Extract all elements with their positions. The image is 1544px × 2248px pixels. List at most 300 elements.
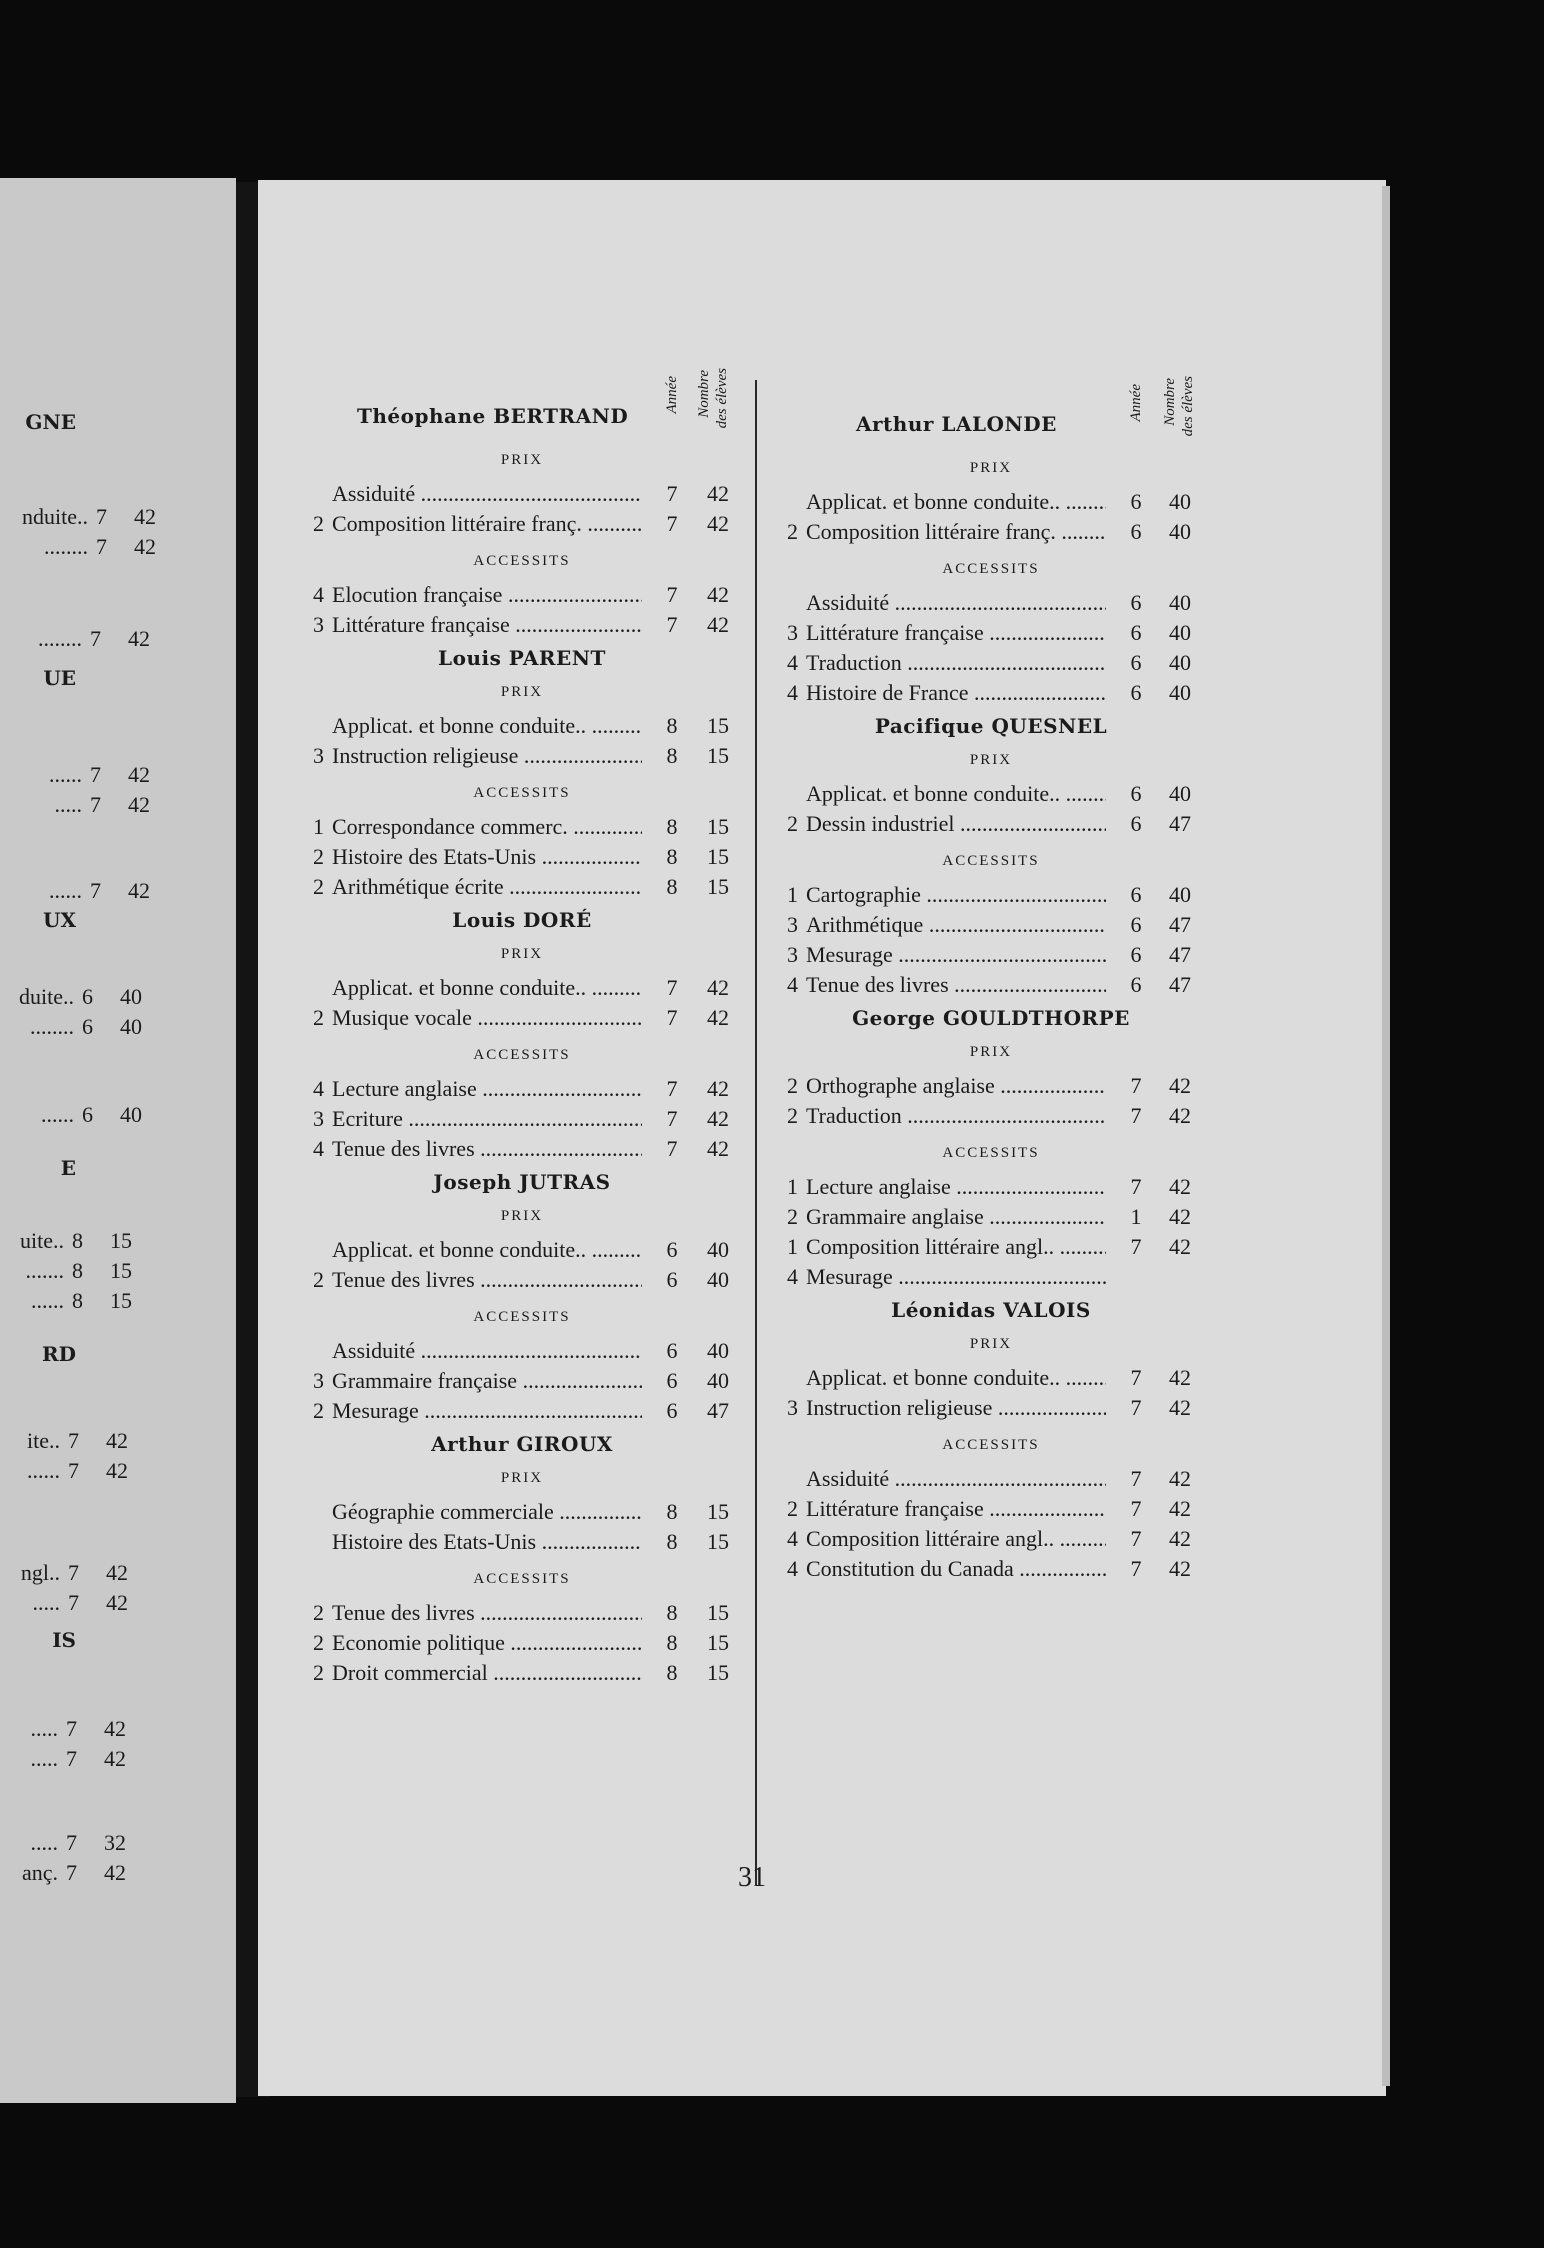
left-page-count: 15 (110, 1288, 132, 1313)
section-title: ACCESSITS (942, 561, 1040, 577)
award-count: 40 (707, 1267, 729, 1292)
award-count: 42 (1169, 1234, 1191, 1259)
award-row (776, 487, 1206, 517)
award-subject: Grammaire anglaise ..... (806, 1202, 1106, 1232)
left-page-count: 15 (110, 1228, 132, 1253)
section-title: ACCESSITS (473, 1309, 571, 1325)
award-row (302, 1628, 742, 1658)
left-page-year: 7 (68, 1590, 79, 1615)
section-title: PRIX (500, 946, 544, 962)
award-row (302, 1235, 742, 1265)
left-page-count: 42 (128, 626, 150, 651)
award-subject: Histoire de France ..... (806, 678, 1106, 708)
award-row (302, 1104, 742, 1134)
award-subject: Cartographie ..... (806, 880, 1106, 910)
year-column-label: Année (664, 376, 680, 414)
left-page-count: 42 (106, 1428, 128, 1453)
student-name: Louis DORÉ (452, 908, 592, 932)
award-row (302, 479, 742, 509)
award-rank: 3 (787, 912, 798, 937)
award-subject: Traduction ..... (806, 648, 1106, 678)
award-rank: 1 (787, 1174, 798, 1199)
award-rank: 2 (787, 1103, 798, 1128)
left-page-count: 42 (128, 762, 150, 787)
column-right (776, 376, 1206, 1584)
left-page-text: duite.. (19, 984, 74, 1009)
award-subject: Instruction religieuse ..... (806, 1393, 1106, 1423)
award-count: 47 (1169, 972, 1191, 997)
award-row (776, 678, 1206, 708)
award-count: 15 (707, 743, 729, 768)
award-count: 42 (1169, 1466, 1191, 1491)
award-year: 7 (1130, 1526, 1142, 1551)
award-subject: Applicat. et bonne conduite.. ..... (806, 1363, 1106, 1393)
award-row (776, 910, 1206, 940)
award-year: 6 (1130, 781, 1142, 806)
left-page-text: ite.. (27, 1428, 60, 1453)
award-row (776, 648, 1206, 678)
award-year: 6 (1130, 519, 1142, 544)
award-subject: Littérature française ..... (332, 610, 642, 640)
award-subject: Mesurage ..... (332, 1396, 642, 1426)
left-page-text: ..... (30, 1830, 58, 1855)
award-row (776, 517, 1206, 547)
left-page-year: 6 (82, 984, 93, 1009)
column-left (302, 368, 742, 1688)
award-year: 6 (666, 1267, 678, 1292)
award-year: 7 (1130, 1496, 1142, 1521)
award-year: 6 (1130, 811, 1142, 836)
award-subject: Géographie commerciale ..... (332, 1497, 642, 1527)
award-row (302, 1598, 742, 1628)
award-rank: 2 (313, 844, 324, 869)
award-row (776, 880, 1206, 910)
left-page-text: ........ (44, 534, 88, 559)
award-count: 42 (707, 975, 729, 1000)
section-title: PRIX (969, 752, 1013, 768)
award-year: 8 (666, 1529, 678, 1554)
award-rank: 2 (313, 1660, 324, 1685)
award-subject: Lecture anglaise ..... (332, 1074, 642, 1104)
award-row (302, 1396, 742, 1426)
award-subject: Mesurage ..... (806, 1262, 1106, 1292)
award-row (776, 1524, 1206, 1554)
award-year: 6 (1130, 590, 1142, 615)
count-column-label: des élèves (714, 368, 730, 429)
award-subject: Traduction ..... (806, 1101, 1106, 1131)
award-year: 8 (666, 743, 678, 768)
section-title: PRIX (500, 452, 544, 468)
award-count: 42 (1169, 1365, 1191, 1390)
section-title: PRIX (969, 460, 1013, 476)
award-year: 7 (1130, 1174, 1142, 1199)
left-page-text: ...... (31, 1288, 64, 1313)
award-count: 15 (707, 1630, 729, 1655)
award-rank: 3 (787, 620, 798, 645)
award-rank: 4 (787, 972, 798, 997)
award-subject: Littérature française ..... (806, 1494, 1106, 1524)
left-page-fragment (0, 178, 236, 2103)
award-subject: Correspondance commerc. ..... (332, 812, 642, 842)
award-row (776, 1101, 1206, 1131)
award-row (302, 872, 742, 902)
award-row (776, 779, 1206, 809)
left-page-heading: UE (43, 666, 76, 690)
section-title: ACCESSITS (473, 553, 571, 569)
award-count: 15 (707, 1660, 729, 1685)
award-row (776, 970, 1206, 1000)
award-rank: 4 (787, 650, 798, 675)
left-page-year: 7 (90, 792, 101, 817)
left-page-count: 32 (104, 1830, 126, 1855)
award-count: 15 (707, 1499, 729, 1524)
left-page-text: ....... (25, 1258, 64, 1283)
left-page-heading: UX (43, 908, 76, 932)
left-page-text: ........ (30, 1014, 74, 1039)
award-row (302, 610, 742, 640)
award-subject: Dessin industriel ..... (806, 809, 1106, 839)
award-count: 47 (1169, 942, 1191, 967)
award-count: 42 (707, 511, 729, 536)
left-page-count: 40 (120, 984, 142, 1009)
column-rule (755, 380, 757, 1885)
award-year: 7 (666, 1106, 678, 1131)
left-page-year: 8 (72, 1258, 83, 1283)
section-title: PRIX (500, 684, 544, 700)
award-count: 42 (1169, 1556, 1191, 1581)
section-title: PRIX (500, 1470, 544, 1486)
student-name: George GOULDTHORPE (852, 1006, 1130, 1030)
award-year: 7 (666, 481, 678, 506)
award-count: 42 (707, 612, 729, 637)
award-row (776, 1494, 1206, 1524)
award-subject: Ecriture ..... (332, 1104, 642, 1134)
left-page-year: 7 (68, 1458, 79, 1483)
student-name: Arthur GIROUX (431, 1432, 613, 1456)
award-rank: 4 (787, 1264, 798, 1289)
left-page-heading: E (60, 1156, 76, 1180)
award-subject: Composition littéraire franç. ..... (332, 509, 642, 539)
left-page-count: 42 (104, 1860, 126, 1885)
award-subject: Arithmétique ..... (806, 910, 1106, 940)
section-title: ACCESSITS (473, 1047, 571, 1063)
award-count: 42 (1169, 1526, 1191, 1551)
left-page-count: 42 (134, 504, 156, 529)
award-row (776, 1232, 1206, 1262)
award-row (776, 1071, 1206, 1101)
left-page-text: ...... (41, 1102, 74, 1127)
award-year: 8 (666, 1600, 678, 1625)
award-row (776, 618, 1206, 648)
count-column-label: Nombre (696, 370, 712, 418)
award-rank: 4 (313, 1076, 324, 1101)
left-page-text: ..... (30, 1746, 58, 1771)
award-year: 7 (666, 1076, 678, 1101)
award-year: 7 (1130, 1466, 1142, 1491)
student-name: Louis PARENT (438, 646, 606, 670)
award-subject: Droit commercial ..... (332, 1658, 642, 1688)
award-year: 6 (666, 1398, 678, 1423)
left-page-text: ...... (49, 878, 82, 903)
award-year: 6 (1130, 942, 1142, 967)
section-title: PRIX (969, 1336, 1013, 1352)
left-page-count: 42 (104, 1746, 126, 1771)
award-row (302, 1074, 742, 1104)
left-page-year: 7 (96, 534, 107, 559)
award-rank: 3 (313, 743, 324, 768)
award-subject: Tenue des livres ..... (332, 1265, 642, 1295)
award-subject: Grammaire française ..... (332, 1366, 642, 1396)
award-count: 42 (1169, 1395, 1191, 1420)
left-page-count: 42 (128, 792, 150, 817)
award-count: 40 (1169, 680, 1191, 705)
left-page-year: 7 (66, 1860, 77, 1885)
award-year: 8 (666, 814, 678, 839)
award-row (302, 1658, 742, 1688)
award-year: 8 (666, 1660, 678, 1685)
award-count: 47 (707, 1398, 729, 1423)
award-subject: Musique vocale ..... (332, 1003, 642, 1033)
award-row (302, 580, 742, 610)
award-subject: Arithmétique écrite ..... (332, 872, 642, 902)
left-page-text: ..... (30, 1716, 58, 1741)
left-page-year: 7 (90, 626, 101, 651)
left-page-year: 6 (82, 1102, 93, 1127)
left-page-year: 7 (66, 1716, 77, 1741)
left-page-text: anç. (21, 1860, 58, 1885)
award-year: 6 (666, 1368, 678, 1393)
award-subject: Lecture anglaise ..... (806, 1172, 1106, 1202)
award-year: 6 (1130, 620, 1142, 645)
award-count: 40 (707, 1237, 729, 1262)
left-page-count: 42 (104, 1716, 126, 1741)
award-rank: 1 (787, 882, 798, 907)
award-year: 6 (1130, 680, 1142, 705)
award-count: 47 (1169, 912, 1191, 937)
award-row (302, 1134, 742, 1164)
award-count: 40 (707, 1338, 729, 1363)
award-count: 40 (707, 1368, 729, 1393)
left-page-count: 42 (106, 1458, 128, 1483)
award-rank: 4 (787, 1556, 798, 1581)
award-rank: 2 (313, 511, 324, 536)
section-title: ACCESSITS (473, 785, 571, 801)
award-subject: Elocution française ..... (332, 580, 642, 610)
award-year: 7 (1130, 1556, 1142, 1581)
column-header (302, 368, 742, 456)
left-page-year: 7 (68, 1428, 79, 1453)
award-count: 42 (707, 1076, 729, 1101)
award-rank: 2 (787, 1204, 798, 1229)
student-name: Pacifique QUESNEL (874, 714, 1108, 738)
count-column-label: des élèves (1180, 376, 1196, 437)
award-rank: 2 (787, 1496, 798, 1521)
award-year: 6 (1130, 912, 1142, 937)
award-year: 7 (666, 1005, 678, 1030)
award-rank: 3 (313, 612, 324, 637)
award-subject: Assiduité ..... (806, 1464, 1106, 1494)
award-rank: 4 (787, 680, 798, 705)
award-subject: Tenue des livres ..... (332, 1598, 642, 1628)
award-subject: Applicat. et bonne conduite.. ..... (332, 711, 642, 741)
award-row (776, 1363, 1206, 1393)
award-count: 42 (1169, 1496, 1191, 1521)
section-title: ACCESSITS (942, 1437, 1040, 1453)
student-name: Théophane BERTRAND (357, 404, 629, 428)
award-rank: 3 (787, 942, 798, 967)
award-year: 6 (1130, 650, 1142, 675)
award-rank: 2 (313, 1600, 324, 1625)
award-year: 7 (1130, 1365, 1142, 1390)
award-year: 7 (1130, 1103, 1142, 1128)
award-year: 1 (1130, 1204, 1142, 1229)
award-subject: Tenue des livres ..... (806, 970, 1106, 1000)
award-count: 42 (707, 1136, 729, 1161)
award-year: 8 (666, 713, 678, 738)
left-page-heading: GNE (25, 410, 76, 434)
award-rank: 4 (313, 1136, 324, 1161)
award-rank: 3 (787, 1395, 798, 1420)
left-page-text: nduite.. (22, 504, 88, 529)
award-subject: Applicat. et bonne conduite.. ..... (806, 487, 1106, 517)
award-count: 15 (707, 1600, 729, 1625)
award-subject: Instruction religieuse ..... (332, 741, 642, 771)
column-header (776, 376, 1206, 464)
award-subject: Applicat. et bonne conduite.. ..... (332, 1235, 642, 1265)
award-row (302, 1527, 742, 1557)
section-title: ACCESSITS (942, 1145, 1040, 1161)
left-page-text: ..... (32, 1590, 60, 1615)
award-year: 7 (666, 975, 678, 1000)
award-row (302, 1497, 742, 1527)
award-row (776, 1554, 1206, 1584)
award-row (302, 509, 742, 539)
left-page-year: 8 (72, 1288, 83, 1313)
left-page-year: 7 (90, 878, 101, 903)
award-count: 15 (707, 844, 729, 869)
left-page-count: 42 (134, 534, 156, 559)
award-row (776, 588, 1206, 618)
award-count: 15 (707, 814, 729, 839)
award-rank: 2 (787, 519, 798, 544)
award-subject: Economie politique ..... (332, 1628, 642, 1658)
award-count: 15 (707, 713, 729, 738)
award-count: 40 (1169, 882, 1191, 907)
award-row (776, 1202, 1206, 1232)
award-rank: 2 (787, 811, 798, 836)
left-page-text: ngl.. (20, 1560, 60, 1585)
award-year: 6 (666, 1338, 678, 1363)
award-count: 40 (1169, 781, 1191, 806)
award-year: 6 (1130, 882, 1142, 907)
left-page-year: 6 (82, 1014, 93, 1039)
award-row (302, 1003, 742, 1033)
left-page-count: 42 (106, 1590, 128, 1615)
award-year: 7 (666, 511, 678, 536)
award-rank: 2 (313, 1630, 324, 1655)
left-page-year: 7 (66, 1746, 77, 1771)
award-subject: Constitution du Canada ..... (806, 1554, 1106, 1584)
award-row (302, 842, 742, 872)
page-edge (1382, 186, 1390, 2086)
left-page-year: 7 (90, 762, 101, 787)
award-rank: 1 (787, 1234, 798, 1259)
award-subject: Composition littéraire angl.. ..... (806, 1232, 1106, 1262)
award-year: 6 (666, 1237, 678, 1262)
year-column-label: Année (1128, 384, 1144, 422)
left-page-year: 7 (66, 1830, 77, 1855)
award-rank: 3 (313, 1368, 324, 1393)
award-count: 42 (707, 1005, 729, 1030)
award-subject: Assiduité ..... (806, 588, 1106, 618)
award-row (302, 741, 742, 771)
page-number: 31 (738, 1862, 766, 1893)
award-subject: Histoire des Etats-Unis ..... (332, 1527, 642, 1557)
award-year: 7 (666, 582, 678, 607)
award-count: 42 (707, 481, 729, 506)
section-title: PRIX (500, 1208, 544, 1224)
award-row (776, 940, 1206, 970)
award-year: 8 (666, 1630, 678, 1655)
award-count: 40 (1169, 590, 1191, 615)
award-count: 40 (1169, 620, 1191, 645)
left-page-year: 7 (68, 1560, 79, 1585)
left-page-text: uite.. (20, 1228, 64, 1253)
award-subject: Composition littéraire angl.. ..... (806, 1524, 1106, 1554)
award-count: 40 (1169, 519, 1191, 544)
award-count: 47 (1169, 811, 1191, 836)
award-rank: 3 (313, 1106, 324, 1131)
award-rank: 1 (313, 814, 324, 839)
left-page-heading: IS (52, 1628, 76, 1652)
award-count: 15 (707, 1529, 729, 1554)
award-subject: Mesurage ..... (806, 940, 1106, 970)
award-row (302, 1336, 742, 1366)
award-count: 42 (1169, 1103, 1191, 1128)
award-count: 42 (1169, 1174, 1191, 1199)
award-year: 8 (666, 844, 678, 869)
award-count: 42 (707, 1106, 729, 1131)
award-count: 40 (1169, 650, 1191, 675)
award-rank: 2 (313, 874, 324, 899)
award-row (776, 1464, 1206, 1494)
award-year: 6 (1130, 972, 1142, 997)
count-column-label: Nombre (1162, 378, 1178, 426)
left-page-year: 8 (72, 1228, 83, 1253)
award-subject: Tenue des livres ..... (332, 1134, 642, 1164)
award-subject: Assiduité ..... (332, 1336, 642, 1366)
left-page-count: 40 (120, 1014, 142, 1039)
left-page-count: 15 (110, 1258, 132, 1283)
award-row (302, 973, 742, 1003)
award-row (776, 1262, 1206, 1292)
left-page-heading: RD (42, 1342, 76, 1366)
left-page-text: ...... (49, 762, 82, 787)
left-page-count: 42 (106, 1560, 128, 1585)
award-row (776, 809, 1206, 839)
award-year: 8 (666, 1499, 678, 1524)
award-count: 40 (1169, 489, 1191, 514)
award-year: 7 (666, 1136, 678, 1161)
award-rank: 4 (787, 1526, 798, 1551)
award-subject: Applicat. et bonne conduite.. ..... (332, 973, 642, 1003)
award-row (776, 1172, 1206, 1202)
left-page-count: 42 (128, 878, 150, 903)
section-title: ACCESSITS (942, 853, 1040, 869)
award-row (302, 1366, 742, 1396)
award-rank: 2 (313, 1267, 324, 1292)
award-rank: 2 (787, 1073, 798, 1098)
